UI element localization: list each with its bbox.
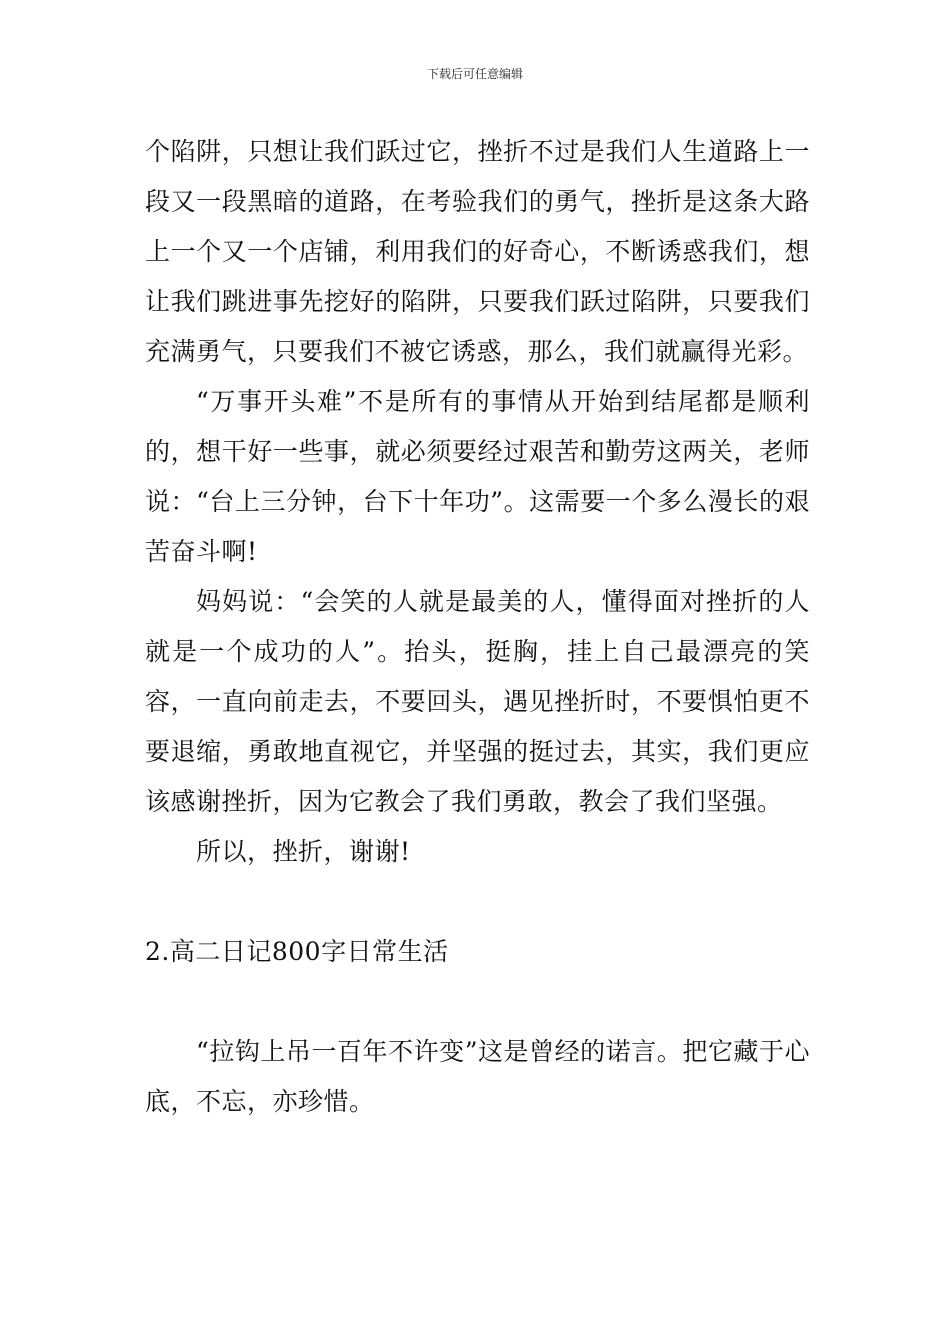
- paragraph-1: 个陷阱，只想让我们跃过它，挫折不过是我们人生道路上一段又一段黑暗的道路，在考验我们的勇气，挫折是这条大路上一个又一个店铺，利用我们的好奇心，不断诱惑我们，想让我们跳进事先挖好的陷阱，只要我们跃过陷阱，只要我们充满勇气，只要我们不被它诱惑，那么，我们就赢得光彩。: [145, 137, 810, 366]
- paragraph-2: “万事开头难”不是所有的事情从开始到结尾都是顺利的，想干好一些事，就必须要经过艰苦和勤劳这两关，老师说：“台上三分钟，台下十年功”。这需要一个多么漫长的艰苦奋斗啊!: [145, 387, 810, 566]
- document-body: [145, 127, 810, 1127]
- section-paragraph-1: “拉钩上吊一百年不许变”这是曾经的诺言。把它藏于心底，不忘，亦珍惜。: [145, 1037, 810, 1116]
- paragraph-3: 妈妈说：“会笑的人就是最美的人，懂得面对挫折的人就是一个成功的人”。抬头，挺胸，挂上自己最漂亮的笑容，一直向前走去，不要回头，遇见挫折时，不要惧怕更不要退缩，勇敢地直视它，并坚强的挺过去，其实，我们更应该感谢挫折，因为它教会了我们勇敢，教会了我们坚强。: [145, 587, 810, 816]
- paragraph-4: 所以，挫折，谢谢!: [196, 837, 411, 866]
- page-header: 下载后可任意编辑: [426, 67, 523, 81]
- section-heading: 2.高二日记800字日常生活: [145, 937, 449, 966]
